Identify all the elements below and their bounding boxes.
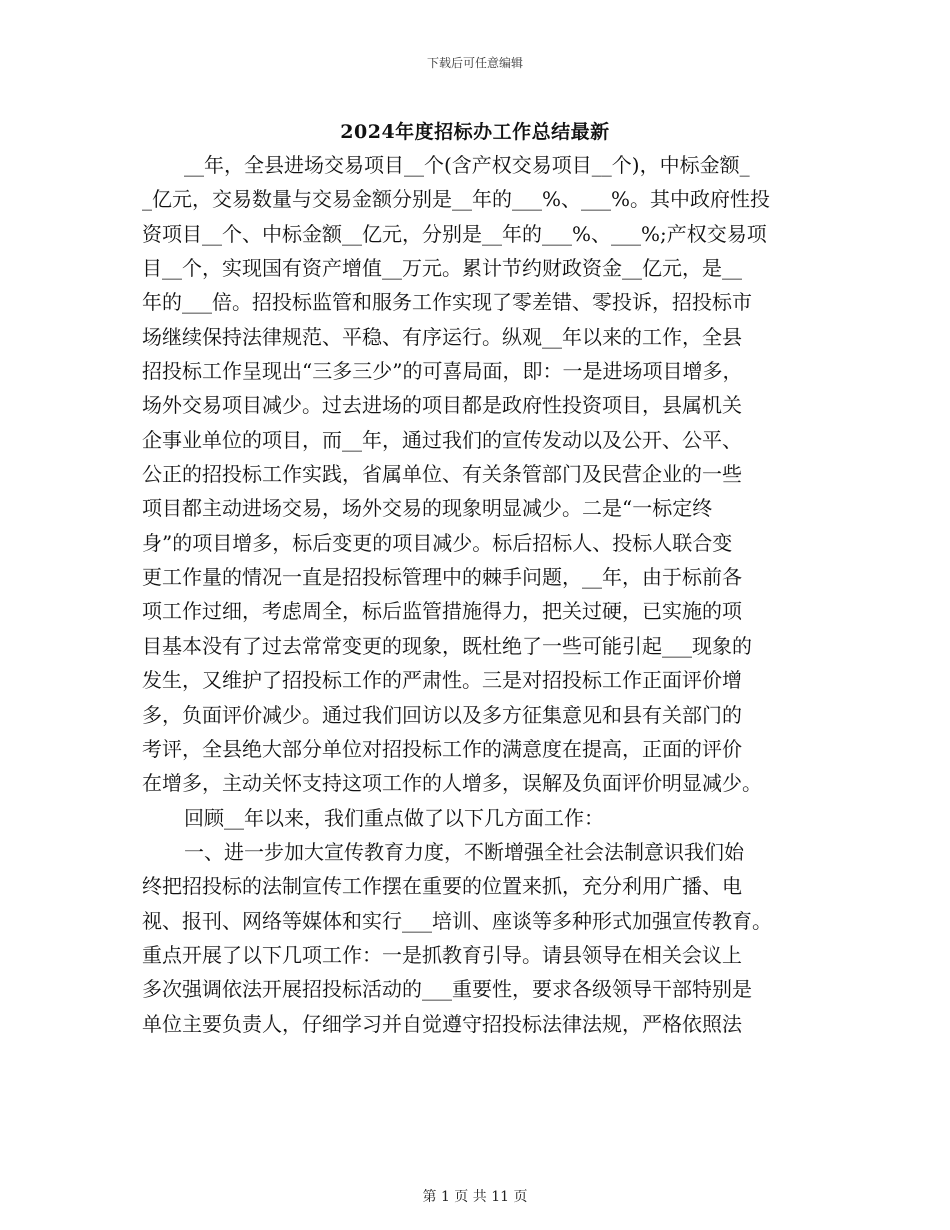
paragraph-line: 招投标工作呈现出“三多三少”的可喜局面，即：一是进场项目增多， — [142, 359, 743, 384]
paragraph-line: 单位主要负责人，仔细学习并自觉遵守招投标法律法规，严格依照法 — [142, 1011, 742, 1036]
paragraph-line: 项目都主动进场交易，场外交易的现象明显减少。二是“一标定终 — [142, 496, 713, 521]
paragraph-line: 公正的招投标工作实践，省属单位、有关条管部门及民营企业的一些 — [142, 462, 742, 487]
paragraph-line: 年的___倍。招投标监管和服务工作实现了零差错、零投诉，招投标市 — [142, 290, 752, 315]
paragraph-line: 发生，又维护了招投标工作的严肃性。三是对招投标工作正面评价增 — [142, 668, 742, 693]
paragraph-line: 在增多，主动关怀支持这项工作的人增多，误解及负面评价明显减少。 — [142, 771, 762, 796]
paragraph-line: 身”的项目增多，标后变更的项目减少。标后招标人、投标人联合变 — [142, 530, 733, 555]
paragraph-line: 终把招投标的法制宣传工作摆在重要的位置来抓，充分利用广播、电 — [142, 874, 742, 899]
page-number-footer: 第 1 页 共 11 页 — [422, 1189, 528, 1205]
paragraph-line: 更工作量的情况一直是招投标管理中的棘手问题，__年，由于标前各 — [142, 565, 742, 590]
paragraph-line: _亿元，交易数量与交易金额分别是__年的___%、___%。其中政府性投 — [142, 187, 771, 212]
paragraph-line: 回顾__年以来，我们重点做了以下几方面工作： — [184, 805, 604, 830]
paragraph-line: 企事业单位的项目，而__年，通过我们的宣传发动以及公开、公平、 — [142, 427, 742, 452]
paragraph-line: 多次强调依法开展招投标活动的___重要性，要求各级领导干部特别是 — [142, 977, 752, 1002]
document-body — [142, 148, 812, 1041]
document-title: 2024年度招标办工作总结最新 — [340, 121, 610, 143]
paragraph-line: __年，全县进场交易项目__个(含产权交易项目__个)，中标金额_ — [184, 153, 750, 177]
paragraph-line: 视、报刊、网络等媒体和实行___培训、座谈等多种形式加强宣传教育。 — [142, 908, 772, 933]
paragraph-line: 场外交易项目减少。过去进场的项目都是政府性投资项目，县属机关 — [142, 393, 742, 418]
paragraph-line: 项工作过细，考虑周全，标后监管措施得力，把关过硬，已实施的项 — [142, 599, 742, 624]
page-header-note: 下载后可任意编辑 — [426, 56, 523, 70]
paragraph-line: 重点开展了以下几项工作：一是抓教育引导。请县领导在相关会议上 — [142, 942, 742, 967]
paragraph-line: 一、进一步加大宣传教育力度，不断增强全社会法制意识我们始 — [184, 839, 744, 864]
paragraph-line: 目__个，实现国有资产增值__万元。累计节约财政资金__亿元，是__ — [142, 256, 742, 281]
paragraph-line: 目基本没有了过去常常变更的现象，既杜绝了一些可能引起___现象的 — [142, 633, 752, 658]
paragraph-line: 资项目__个、中标金额__亿元，分别是__年的___%、___%;产权交易项 — [142, 221, 767, 246]
paragraph-line: 考评，全县绝大部分单位对招投标工作的满意度在提高，正面的评价 — [142, 736, 742, 761]
paragraph-line: 场继续保持法律规范、平稳、有序运行。纵观__年以来的工作，全县 — [142, 324, 742, 349]
paragraph-line: 多，负面评价减少。通过我们回访以及多方征集意见和县有关部门的 — [142, 702, 742, 727]
